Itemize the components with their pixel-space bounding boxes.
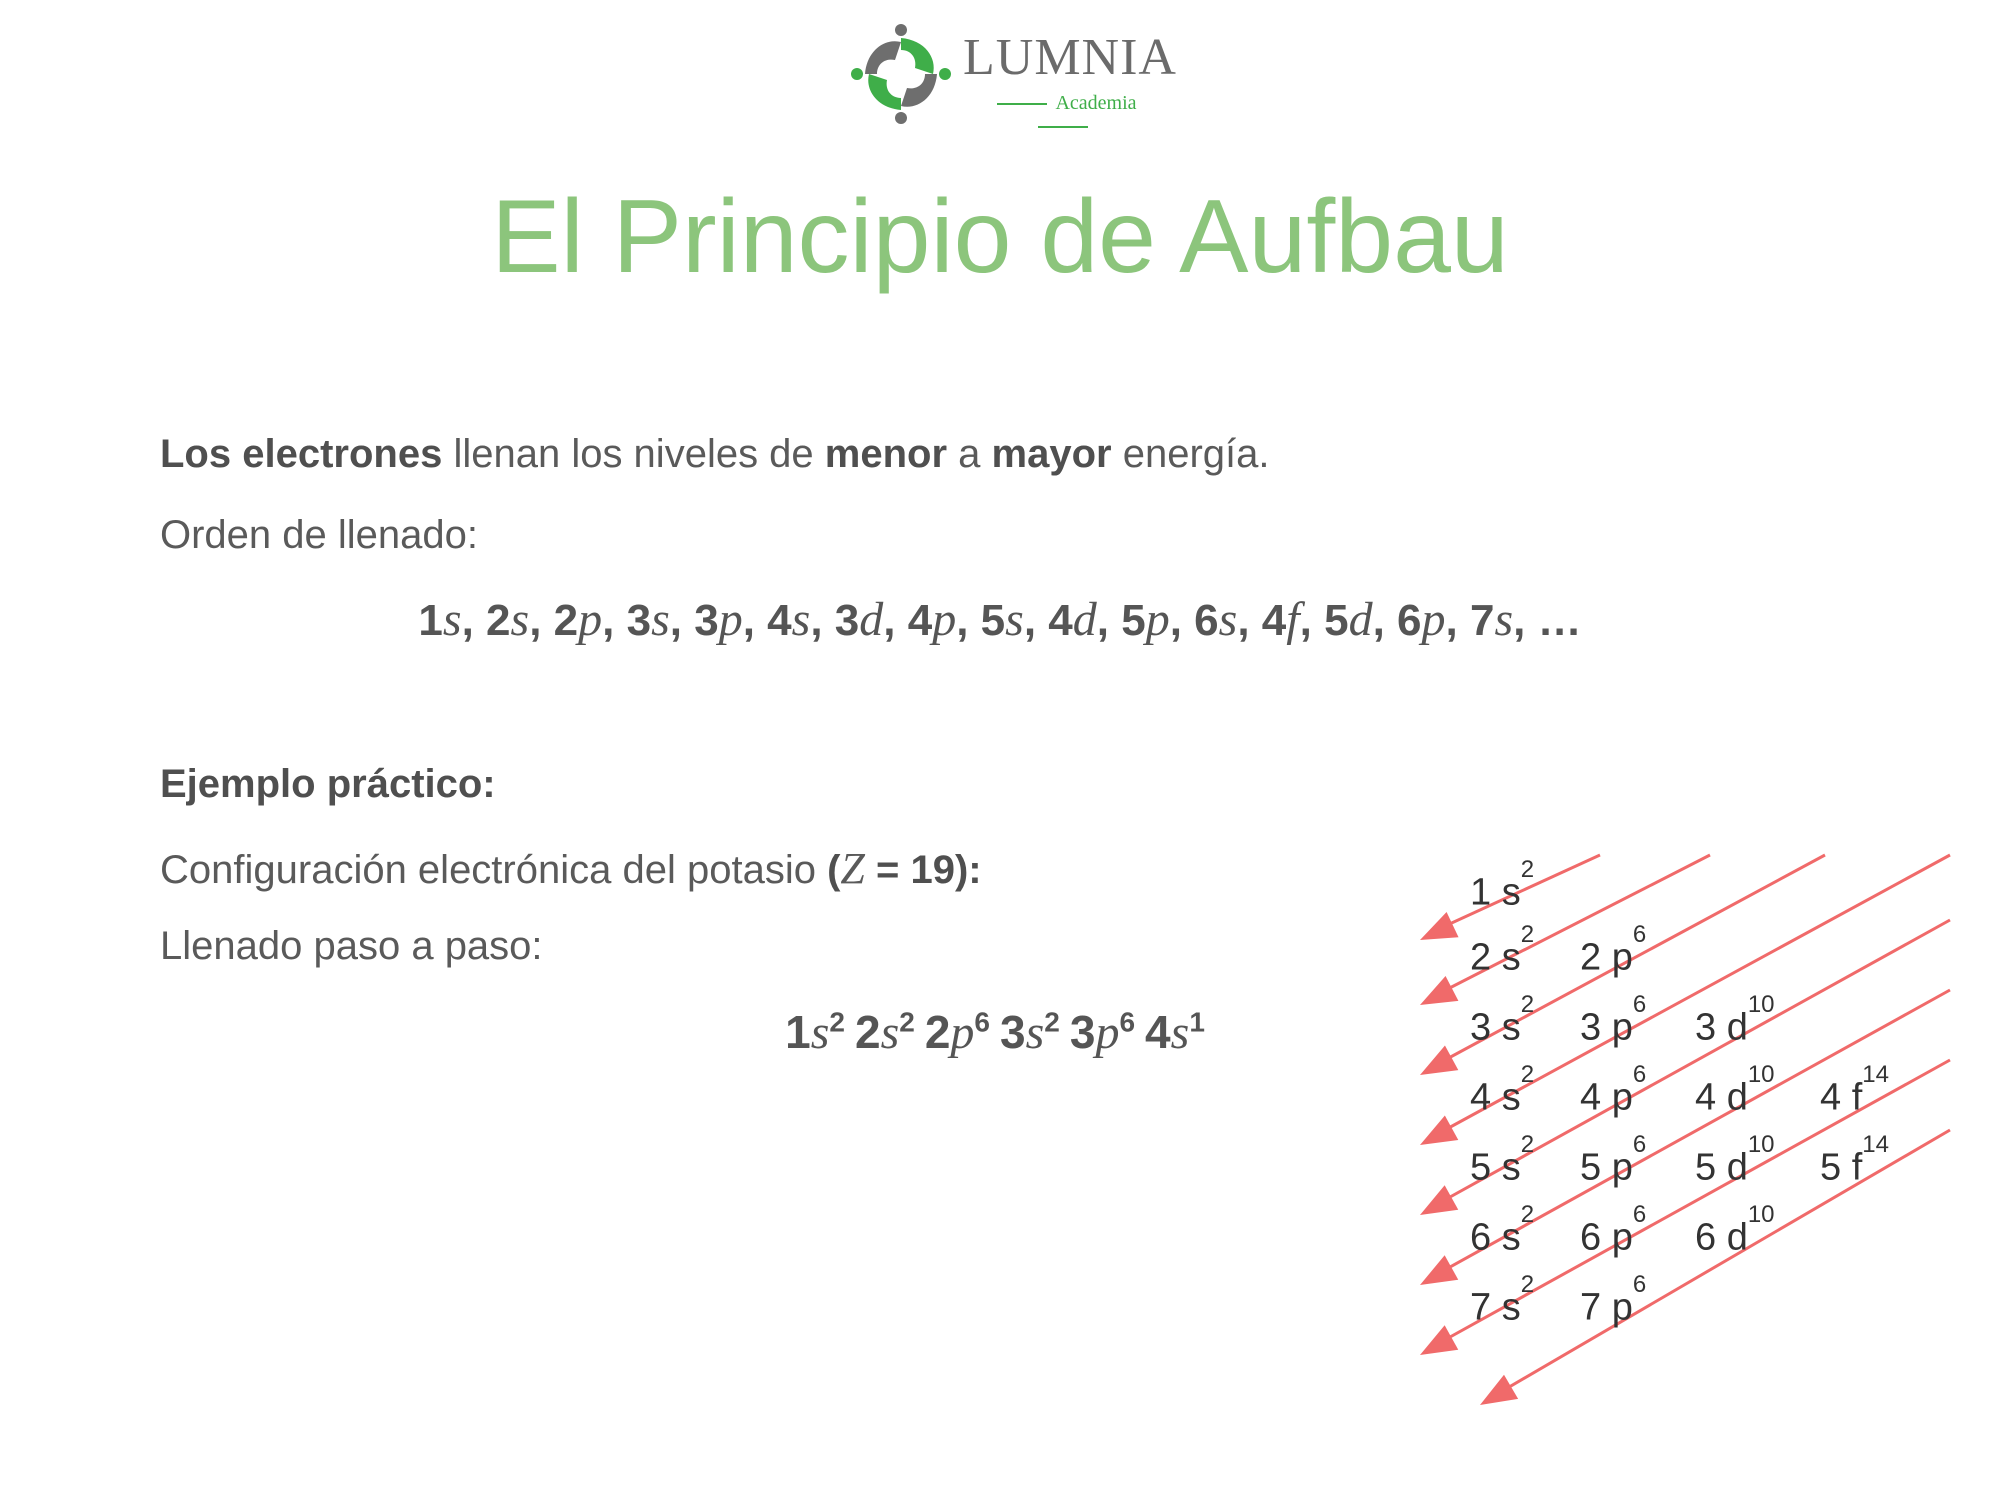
page-title: El Principio de Aufbau xyxy=(491,179,1509,295)
potassium-text: Configuración electrónica del potasio xyxy=(160,848,828,892)
diagram-arrowhead xyxy=(1420,1325,1458,1355)
intro-text-3: energía. xyxy=(1111,432,1270,476)
z-symbol: Z xyxy=(840,844,865,893)
intro-text-2: a xyxy=(947,432,992,476)
diagram-orbital: 2 $p^6$ xyxy=(1580,921,1647,979)
diagram-arrowhead xyxy=(1420,1115,1458,1145)
sequence-orbital: 1s xyxy=(418,593,462,646)
diagram-arrowhead xyxy=(1420,1046,1458,1075)
sequence-orbital: 3s xyxy=(626,593,670,646)
diagram-arrowhead xyxy=(1420,912,1459,940)
diagram-orbital: 5 $f^{14}$ xyxy=(1820,1131,1889,1189)
sequence-orbital: 6p xyxy=(1397,593,1446,646)
filling-order-sequence: 1s, 2s, 2p, 3s, 3p, 4s, 3d, 4p, 5s, 4d, 5p, 6s, 4f, 5d, 6p, 7s, … xyxy=(418,593,1582,646)
logo-rule-right xyxy=(1038,126,1088,128)
intro-bold-menor: menor xyxy=(824,432,948,476)
diagram-orbital: 6 $s^2$ xyxy=(1470,1201,1535,1259)
sequence-orbital: 4p xyxy=(907,593,957,646)
diagram-orbital: 4 $p^6$ xyxy=(1580,1061,1647,1119)
sequence-orbital: 3d xyxy=(834,593,884,646)
diagram-orbital: 3 $d^{10}$ xyxy=(1695,991,1775,1049)
paren-open: ( xyxy=(827,848,841,892)
diagram-orbital: 7 $s^2$ xyxy=(1470,1271,1535,1329)
diagram-orbital: 2 $s^2$ xyxy=(1470,921,1535,979)
diagram-arrowhead xyxy=(1480,1375,1518,1405)
diagram-orbital: 6 $p^6$ xyxy=(1580,1201,1647,1259)
config-term: $1s^2$ xyxy=(785,1006,845,1059)
diagram-orbital: 4 $s^2$ xyxy=(1470,1061,1535,1119)
logo-subtitle xyxy=(963,92,1163,138)
sequence-orbital: 3p xyxy=(694,593,743,646)
sequence-ellipsis: … xyxy=(1537,596,1582,645)
diagram-orbital: 5 $s^2$ xyxy=(1470,1131,1535,1189)
logo-subtitle-text: Academia xyxy=(1055,92,1137,114)
sequence-orbital: 5d xyxy=(1324,593,1373,646)
ejemplo-label: Ejemplo práctico: xyxy=(160,762,496,806)
diagram-orbital: 3 $p^6$ xyxy=(1580,991,1647,1049)
intro-line xyxy=(160,432,1269,477)
diagram-orbital: 5 $p^6$ xyxy=(1580,1131,1647,1189)
diagram-orbital: 3 $s^2$ xyxy=(1470,991,1535,1049)
aufbau-arrows xyxy=(1400,840,1960,1420)
config-term: $4s^1$ xyxy=(1145,1006,1205,1059)
paso-label: Llenado paso a paso: xyxy=(160,924,543,968)
diagram-orbital: 4 $f^{14}$ xyxy=(1820,1061,1889,1119)
logo-rule-left xyxy=(997,103,1047,105)
sequence-orbital: 7s xyxy=(1469,593,1514,646)
diagram-arrowhead xyxy=(1420,1185,1458,1215)
sequence-orbital: 5s xyxy=(980,593,1024,646)
aufbau-diagram xyxy=(1400,840,1960,1420)
config-term: $2s^2$ xyxy=(854,1006,915,1059)
potassium-line xyxy=(160,843,982,894)
sequence-orbital: 2p xyxy=(553,593,603,646)
sequence-orbital: 4s xyxy=(767,593,811,646)
lumnia-emblem-icon xyxy=(845,18,957,130)
diagram-arrowhead xyxy=(1420,976,1458,1005)
diagram-orbital: 1 $s^2$ xyxy=(1470,856,1535,914)
intro-bold-mayor: mayor xyxy=(991,432,1112,476)
sequence-orbital: 6s xyxy=(1194,593,1238,646)
z-value: = 19): xyxy=(864,848,982,892)
config-term: $3p^6$ xyxy=(1069,1006,1136,1059)
config-term: $2p^6$ xyxy=(924,1006,990,1059)
diagram-orbital: 6 $d^{10}$ xyxy=(1695,1201,1775,1259)
logo-wordmark: LUMNIA xyxy=(963,29,1177,86)
diagram-orbital: 7 $p^6$ xyxy=(1580,1271,1647,1329)
config-term: $3s^2$ xyxy=(1000,1006,1060,1059)
sequence-orbital: 5p xyxy=(1121,593,1170,646)
sequence-orbital: 4f xyxy=(1261,593,1300,646)
intro-text-1: llenan los niveles de xyxy=(442,432,825,476)
intro-bold-electrones: Los electrones xyxy=(160,432,443,476)
diagram-arrowhead xyxy=(1420,1255,1458,1285)
orden-label: Orden de llenado: xyxy=(160,513,479,557)
lumnia-logo xyxy=(845,18,1175,130)
diagram-orbital: 4 $d^{10}$ xyxy=(1695,1061,1775,1119)
diagram-orbital: 5 $d^{10}$ xyxy=(1695,1131,1775,1189)
sequence-orbital: 4d xyxy=(1048,593,1097,646)
sequence-orbital: 2s xyxy=(486,593,530,646)
